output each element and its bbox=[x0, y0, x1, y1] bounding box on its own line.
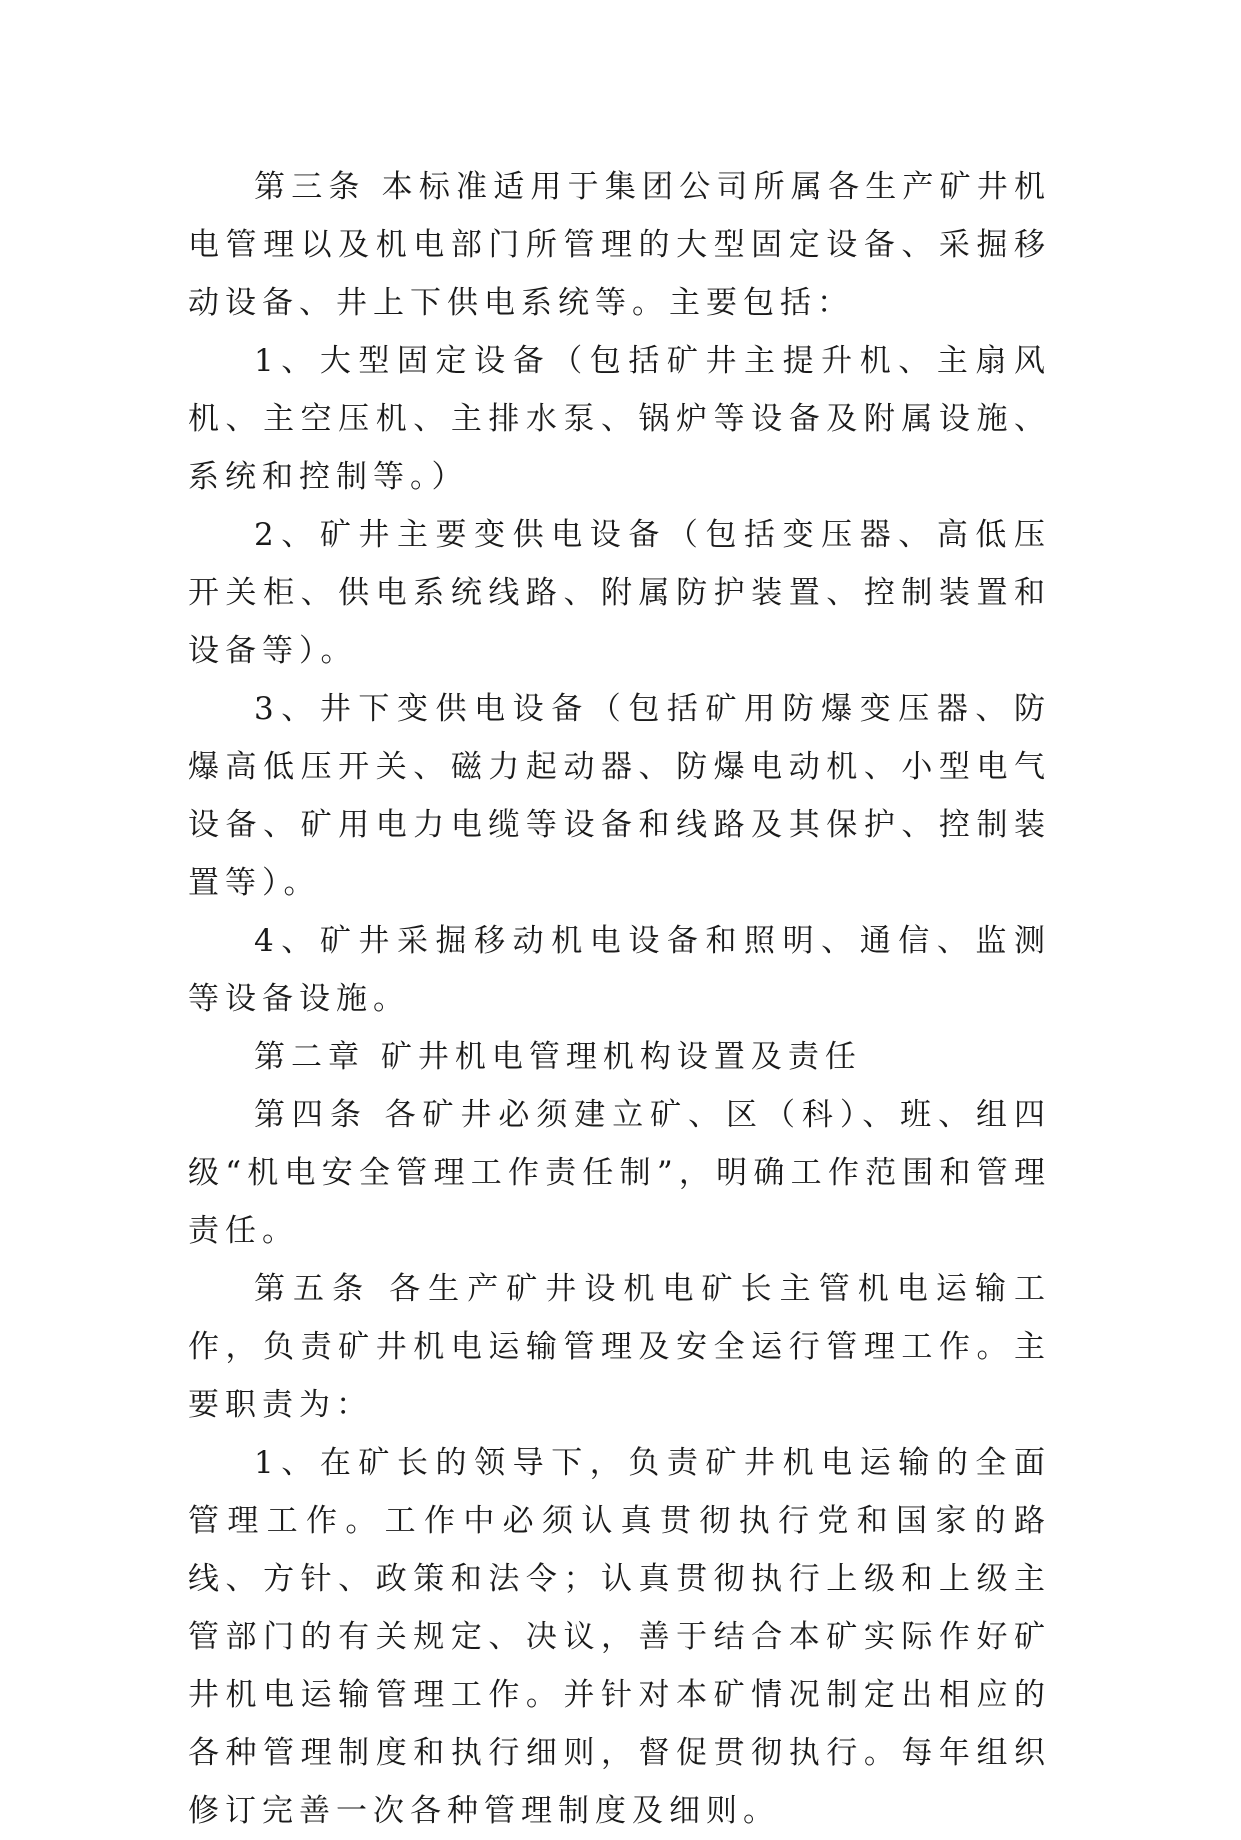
paragraph-item-3-underground-power: 3、井下变供电设备（包括矿用防爆变压器、防爆高低压开关、磁力起动器、防爆电动机、小型电气设备、矿用电力电缆等设备和线路及其保护、控制装置等）。 bbox=[188, 691, 1051, 901]
paragraph-article-5: 第五条 各生产矿井设机电矿长主管机电运输工作，负责矿井机电运输管理及安全运行管理工作。主要职责为： bbox=[188, 1271, 1051, 1423]
chapter-2-heading: 第二章 矿井机电管理机构设置及责任 bbox=[254, 1039, 862, 1075]
paragraph-item-4-mobile-equipment: 4、矿井采掘移动机电设备和照明、通信、监测等设备设施。 bbox=[188, 923, 1051, 1017]
paragraph-item-1-fixed-equipment: 1、大型固定设备（包括矿井主提升机、主扇风机、主空压机、主排水泵、锅炉等设备及附属设施、系统和控制等。） bbox=[188, 343, 1051, 495]
document-body bbox=[188, 158, 1051, 1840]
paragraph-article-3: 第三条 本标准适用于集团公司所属各生产矿井机电管理以及机电部门所管理的大型固定设备、采掘移动设备、井上下供电系统等。主要包括： bbox=[188, 169, 1051, 321]
paragraph-item-2-power-supply: 2、矿井主要变供电设备（包括变压器、高低压开关柜、供电系统线路、附属防护装置、控制装置和设备等）。 bbox=[188, 517, 1051, 669]
paragraph-duty-1: 1、在矿长的领导下，负责矿井机电运输的全面管理工作。工作中必须认真贯彻执行党和国家的路线、方针、政策和法令；认真贯彻执行上级和上级主管部门的有关规定、决议，善于结合本矿实际作好矿井机电运输管理工作。并针对本矿情况制定出相应的各种管理制度和执行细则，督促贯彻执行。每年组织修订完善一次各种管理制度及细则。 bbox=[188, 1445, 1051, 1829]
paragraph-article-4: 第四条 各矿井必须建立矿、区（科）、班、组四级“机电安全管理工作责任制”，明确工作范围和管理责任。 bbox=[188, 1097, 1051, 1249]
